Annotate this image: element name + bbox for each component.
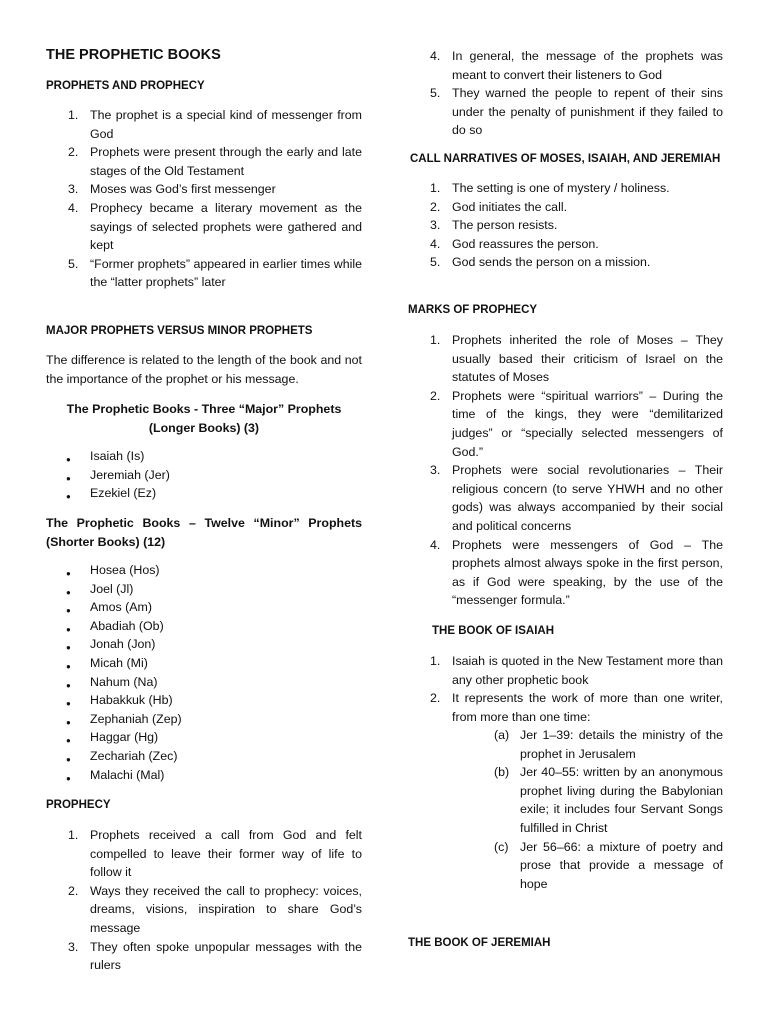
list-item-text: God initiates the call. <box>452 199 568 214</box>
prophecy-list-item <box>408 47 723 84</box>
list-item-text: Hosea (Hos) <box>90 563 160 577</box>
minor-prophet-item <box>46 598 362 617</box>
bullet-icon: ● <box>66 624 71 634</box>
bullet-icon: ● <box>66 643 71 653</box>
section-heading-marks-of-prophecy: MARKS OF PROPHECY <box>408 304 538 316</box>
prophets-list-item <box>46 199 362 255</box>
list-item-text: They often spoke unpopular messages with the rulers <box>90 939 362 973</box>
list-item-text: Nahum (Na) <box>90 674 158 689</box>
list-item-text: Isaiah (Is) <box>90 449 145 463</box>
isaiah-subitem <box>494 838 723 894</box>
minor-prophets-list <box>46 561 362 784</box>
list-number: 1. <box>430 333 441 347</box>
bullet-icon: ● <box>66 492 71 502</box>
bullet-icon: ● <box>66 606 71 616</box>
list-item-text: The setting is one of mystery / holiness. <box>452 181 670 195</box>
mark-of-prophecy-item <box>408 461 723 535</box>
list-number: 3. <box>430 218 441 233</box>
list-item-text: “Former prophets” appeared in earlier times while the “latter prophets” later <box>90 256 362 290</box>
major-prophet-item <box>46 484 362 503</box>
minor-prophet-item <box>46 635 362 654</box>
major-prophets-list <box>46 447 362 503</box>
list-number: 3. <box>68 182 79 197</box>
list-item-text: Prophets were present through the early and late stages of the Old Testament <box>90 145 362 178</box>
isaiah-subitem <box>494 763 723 837</box>
minor-prophet-item <box>46 654 362 673</box>
prophecy-list-item <box>46 938 362 975</box>
minor-prophet-item <box>46 691 362 710</box>
prophecy-list <box>46 826 362 975</box>
minor-prophet-item <box>46 728 362 747</box>
list-item-text: It represents the work of more than one writer, from more than one time: <box>452 691 723 724</box>
list-number: 2. <box>430 388 441 403</box>
list-number: 1. <box>68 828 79 842</box>
major-prophet-item <box>46 466 362 485</box>
list-item-text: Isaiah is quoted in the New Testament more than any other prophetic book <box>452 654 723 687</box>
document-title: THE PROPHETIC BOOKS <box>46 47 221 63</box>
list-item-text: Prophets were “spiritual warriors” – During the time of the kings, they were “demilitarized judges” or “specially selected messengers of God.” <box>452 388 723 459</box>
mark-of-prophecy-item <box>408 387 723 461</box>
isaiah-sublist <box>494 726 723 893</box>
list-number: 4. <box>68 200 79 215</box>
list-item-text: Prophecy became a literary movement as the sayings of selected prophets were gathered and kept <box>90 200 362 253</box>
prophets-list-item <box>46 106 362 143</box>
list-number: 2. <box>430 199 441 214</box>
section-heading-book-of-isaiah: THE BOOK OF ISAIAH <box>432 625 555 637</box>
section-heading-prophets-and-prophecy: PROPHETS AND PROPHECY <box>46 80 205 92</box>
list-letter: (c) <box>494 839 509 854</box>
bullet-icon: ● <box>66 736 71 746</box>
call-narrative-item <box>408 253 723 272</box>
isaiah-list-item <box>408 689 723 726</box>
list-item-text: Prophets were social revolutionaries – Their religious concern (to serve YHWH and no other gods) was always accompanied by their social and political concerns <box>452 463 723 533</box>
call-narrative-item <box>408 235 723 254</box>
prophets-list <box>46 106 362 292</box>
section-heading-major-vs-minor: MAJOR PROPHETS VERSUS MINOR PROPHETS <box>46 325 313 337</box>
minor-prophet-item <box>46 766 362 785</box>
bullet-icon: ● <box>66 455 71 464</box>
marks-of-prophecy-list <box>408 331 723 610</box>
list-item-text: Jonah (Jon) <box>90 637 156 652</box>
list-item-text: The prophet is a special kind of messenger from God <box>90 108 362 141</box>
call-narrative-item <box>408 216 723 235</box>
isaiah-subitem <box>494 726 723 763</box>
prophets-list-item <box>46 255 362 292</box>
minor-prophets-subheading: The Prophetic Books – Twelve “Minor” Prophets (Shorter Books) (12) <box>46 516 362 549</box>
major-minor-paragraph: The difference is related to the length of the book and not the importance of the prophet or his message. <box>46 353 362 386</box>
list-item-text: Moses was God’s first messenger <box>90 182 276 197</box>
call-narrative-item <box>408 179 723 198</box>
major-prophets-subheading: The Prophetic Books - Three “Major” Prophets (Longer Books) (3) <box>66 402 342 435</box>
list-item-text: In general, the message of the prophets was meant to convert their listeners to God <box>452 49 723 82</box>
list-item-text: They warned the people to repent of their sins under the penalty of punishment if they failed to do so <box>452 86 723 138</box>
list-number: 3. <box>68 939 79 954</box>
bullet-icon: ● <box>66 699 71 709</box>
list-item-text: Prophets received a call from God and felt compelled to leave their former way of life to follow it <box>90 828 362 880</box>
minor-prophet-item <box>46 617 362 636</box>
minor-prophet-item <box>46 580 362 599</box>
list-number: 5. <box>68 256 79 271</box>
minor-prophet-item <box>46 747 362 766</box>
prophecy-list-item <box>46 826 362 882</box>
section-heading-call-narratives: CALL NARRATIVES OF MOSES, ISAIAH, AND JEREMIAH <box>410 153 721 165</box>
minor-prophet-item <box>46 710 362 729</box>
list-item-text: Micah (Mi) <box>90 655 148 670</box>
mark-of-prophecy-item <box>408 536 723 610</box>
list-letter: (b) <box>494 765 510 780</box>
list-number: 1. <box>430 654 441 668</box>
list-item-text: Ezekiel (Ez) <box>90 486 157 501</box>
prophecy-list-item <box>46 882 362 938</box>
prophets-list-item <box>46 143 362 180</box>
list-item-text: God reassures the person. <box>452 236 599 251</box>
bullet-icon: ● <box>66 717 71 727</box>
list-item-text: Haggar (Hg) <box>90 730 159 745</box>
prophecy-list-item <box>408 84 723 140</box>
list-item-text: Prophets inherited the role of Moses – They usually based their criticism of Israel on the statutes of Moses <box>452 333 723 385</box>
bullet-icon: ● <box>66 773 71 783</box>
list-number: 5. <box>430 86 441 101</box>
minor-prophet-item <box>46 561 362 580</box>
list-number: 1. <box>68 108 79 122</box>
list-item-text: Jer 40–55: written by an anonymous prophet living during the Babylonian exile; it includes four Servant Songs fulfilled in Christ <box>520 765 723 835</box>
call-narratives-list <box>408 179 723 272</box>
list-number: 4. <box>430 236 441 251</box>
bullet-icon: ● <box>66 754 71 764</box>
list-number: 4. <box>430 49 441 63</box>
bullet-icon: ● <box>66 680 71 690</box>
list-number: 2. <box>430 691 441 706</box>
list-item-text: God sends the person on a mission. <box>452 255 651 270</box>
list-number: 4. <box>430 537 441 552</box>
list-item-text: Zechariah (Zec) <box>90 748 178 763</box>
prophecy-list-continued <box>408 47 723 140</box>
list-item-text: Jer 1–39: details the ministry of the prophet in Jerusalem <box>520 728 723 761</box>
bullet-icon: ● <box>66 569 71 578</box>
list-item-text: Amos (Am) <box>90 600 152 615</box>
list-item-text: Habakkuk (Hb) <box>90 693 173 708</box>
list-item-text: Joel (Jl) <box>90 581 134 596</box>
list-item-text: Abadiah (Ob) <box>90 618 164 633</box>
major-prophet-item <box>46 447 362 466</box>
minor-prophet-item <box>46 673 362 692</box>
section-heading-prophecy: PROPHECY <box>46 799 111 811</box>
list-letter: (a) <box>494 728 510 742</box>
isaiah-list <box>408 652 723 726</box>
prophets-list-item <box>46 180 362 199</box>
section-heading-book-of-jeremiah: THE BOOK OF JEREMIAH <box>408 937 551 949</box>
list-item-text: Zephaniah (Zep) <box>90 711 182 726</box>
list-item-text: Ways they received the call to prophecy: voices, dreams, visions, inspiration to share God’s message <box>90 883 362 935</box>
list-number: 2. <box>68 883 79 898</box>
mark-of-prophecy-item <box>408 331 723 387</box>
call-narrative-item <box>408 198 723 217</box>
list-number: 1. <box>430 181 441 195</box>
list-number: 5. <box>430 255 441 270</box>
bullet-icon: ● <box>66 587 71 597</box>
list-number: 3. <box>430 463 441 478</box>
list-number: 2. <box>68 145 79 160</box>
list-item-text: Jer 56–66: a mixture of poetry and prose that provide a message of hope <box>520 839 723 891</box>
list-item-text: Jeremiah (Jer) <box>90 467 170 482</box>
list-item-text: Prophets were messengers of God – The prophets almost always spoke in the first person, as if God were speaking, by the use of the “messenger formula.” <box>452 537 723 608</box>
isaiah-list-item <box>408 652 723 689</box>
bullet-icon: ● <box>66 661 71 671</box>
list-item-text: Malachi (Mal) <box>90 767 165 782</box>
bullet-icon: ● <box>66 473 71 483</box>
list-item-text: The person resists. <box>452 218 558 233</box>
